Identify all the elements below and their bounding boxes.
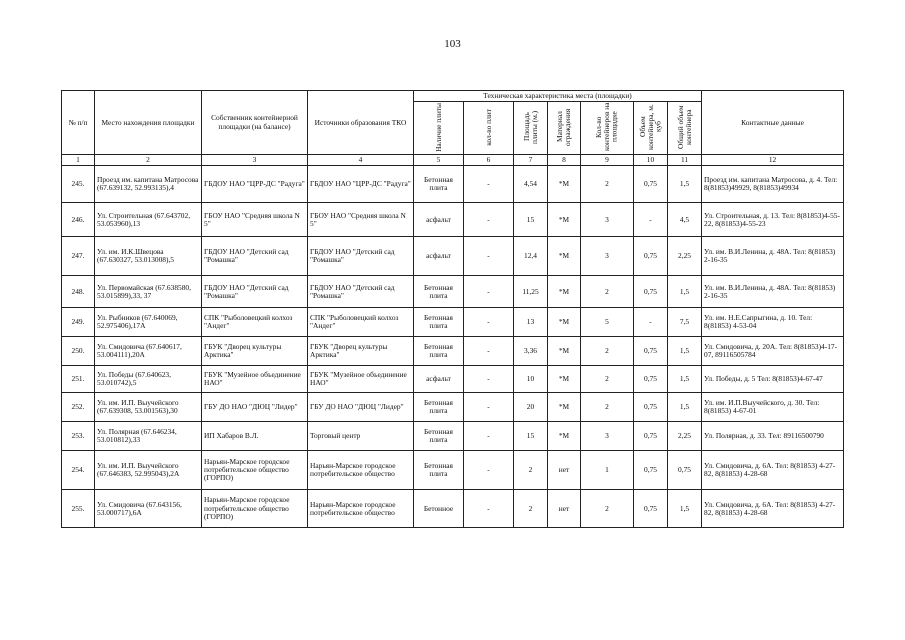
table-row	[62, 237, 844, 276]
cell-source: ГБУ ДО НАО "ДЮЦ "Лидер"	[308, 393, 414, 422]
cell-area: 3,36	[514, 337, 548, 366]
cell-fence: *М	[548, 422, 581, 451]
cell-contacts: Ул. им. В.И.Ленина, д. 48А. Тел: 8(81853) 2-16-35	[702, 276, 844, 308]
cell-owner: ГБОУ НАО "Средняя школа N 5"	[202, 203, 308, 237]
cell-plate-count: -	[464, 393, 514, 422]
cell-num: 246.	[62, 203, 95, 237]
header-num: № п/п	[62, 91, 95, 155]
cell-num: 253.	[62, 422, 95, 451]
header-owner: Собственник контейнерной площадки (на балансе)	[202, 91, 308, 155]
cell-area: 12,4	[514, 237, 548, 276]
header-place: Место нахождения площадки	[95, 91, 202, 155]
table-row	[62, 203, 844, 237]
column-index: 7	[514, 155, 548, 166]
cell-fence: *М	[548, 308, 581, 337]
cell-area: 11,25	[514, 276, 548, 308]
cell-contacts: Ул. Строительная, д. 13. Тел: 8(81853)4-55-22, 8(81853)4-55-23	[702, 203, 844, 237]
cell-total-volume: 2,25	[668, 422, 702, 451]
cell-total-volume: 0,75	[668, 451, 702, 490]
column-index: 12	[702, 155, 844, 166]
cell-place: Проезд им. капитана Матросова (67.639132, 52.993135),4	[95, 166, 202, 203]
cell-volume: -	[634, 203, 668, 237]
cell-area: 2	[514, 490, 548, 528]
cell-containers: 5	[581, 308, 634, 337]
header-containers: Кол-во контейнеров на площадке	[581, 102, 634, 155]
cell-place: Ул. им. И.К.Швецова (67.630327, 53.013008),5	[95, 237, 202, 276]
cell-plate: асфальт	[414, 237, 464, 276]
header-contacts: Контактные данные	[702, 91, 844, 155]
cell-volume: 0,75	[634, 337, 668, 366]
cell-plate-count: -	[464, 203, 514, 237]
cell-num: 249.	[62, 308, 95, 337]
cell-owner: ГБУ ДО НАО "ДЮЦ "Лидер"	[202, 393, 308, 422]
cell-volume: 0,75	[634, 451, 668, 490]
cell-fence: нет	[548, 451, 581, 490]
cell-source: ГБОУ НАО "Средняя школа N 5"	[308, 203, 414, 237]
cell-containers: 3	[581, 237, 634, 276]
column-index: 11	[668, 155, 702, 166]
cell-num: 252.	[62, 393, 95, 422]
column-index: 4	[308, 155, 414, 166]
cell-plate: Бетонная плита	[414, 166, 464, 203]
cell-area: 15	[514, 422, 548, 451]
cell-place: Ул. им. И.П. Выучейского (67.646383, 52.995043),2А	[95, 451, 202, 490]
cell-fence: нет	[548, 490, 581, 528]
cell-contacts: Ул. Смидовича, д. 20А. Тел: 8(81853)4-17-07, 89116505784	[702, 337, 844, 366]
cell-owner: ГБУК "Музейное объединение НАО"	[202, 366, 308, 393]
table-row	[62, 166, 844, 203]
cell-owner: Нарьян-Марское городское потребительское общество (ГОРПО)	[202, 490, 308, 528]
cell-area: 13	[514, 308, 548, 337]
cell-containers: 2	[581, 337, 634, 366]
cell-containers: 2	[581, 490, 634, 528]
cell-num: 254.	[62, 451, 95, 490]
cell-plate-count: -	[464, 451, 514, 490]
table-row	[62, 337, 844, 366]
table-row	[62, 366, 844, 393]
cell-total-volume: 1,5	[668, 166, 702, 203]
table-body	[62, 166, 844, 528]
cell-contacts: Ул. им. В.И.Ленина, д. 48А. Тел: 8(81853) 2-16-35	[702, 237, 844, 276]
cell-owner: Нарьян-Марское городское потребительское общество (ГОРПО)	[202, 451, 308, 490]
cell-containers: 3	[581, 203, 634, 237]
table-row	[62, 393, 844, 422]
cell-source: ГБУК "Музейное объединение НАО"	[308, 366, 414, 393]
cell-fence: *М	[548, 237, 581, 276]
cell-fence: *М	[548, 166, 581, 203]
cell-volume: -	[634, 308, 668, 337]
header-area: Площадь плиты (м.)	[514, 102, 548, 155]
cell-containers: 2	[581, 393, 634, 422]
cell-total-volume: 1,5	[668, 366, 702, 393]
table-row	[62, 308, 844, 337]
table-row	[62, 276, 844, 308]
column-index: 3	[202, 155, 308, 166]
header-fence: Материал ограждения	[548, 102, 581, 155]
cell-plate: Бетонная плита	[414, 422, 464, 451]
cell-total-volume: 1,5	[668, 276, 702, 308]
header-source: Источники образования ТКО	[308, 91, 414, 155]
header-volume: Объем контейнера, м. куб	[634, 102, 668, 155]
cell-source: ГБУК "Дворец культуры Арктика"	[308, 337, 414, 366]
cell-area: 2	[514, 451, 548, 490]
cell-volume: 0,75	[634, 490, 668, 528]
header-plate: Наличие плиты	[414, 102, 464, 155]
cell-volume: 0,75	[634, 366, 668, 393]
cell-containers: 3	[581, 422, 634, 451]
sites-table	[61, 90, 844, 528]
cell-plate: Бетонное	[414, 490, 464, 528]
cell-source: СПК "Рыболовецкий колхоз "Андег"	[308, 308, 414, 337]
cell-source: ГБДОУ НАО "ЦРР-ДС "Радуга"	[308, 166, 414, 203]
page-number: 103	[444, 38, 461, 50]
table-row	[62, 422, 844, 451]
cell-source: Нарьян-Марское городское потребительское общество	[308, 490, 414, 528]
table-row	[62, 490, 844, 528]
cell-area: 4,54	[514, 166, 548, 203]
cell-contacts: Ул. Смидовича, д. 6А. Тел: 8(81853) 4-27-82, 8(81853) 4-28-68	[702, 451, 844, 490]
column-index: 8	[548, 155, 581, 166]
cell-source: Нарьян-Марское городское потребительское общество	[308, 451, 414, 490]
cell-contacts: Ул. Полярная, д. 33. Тел: 89116500790	[702, 422, 844, 451]
cell-fence: *М	[548, 366, 581, 393]
cell-owner: ГБУК "Дворец культуры Арктика"	[202, 337, 308, 366]
cell-source: ГБДОУ НАО "Детский сад "Ромашка"	[308, 276, 414, 308]
cell-place: Ул. Полярная (67.646234, 53.010812),33	[95, 422, 202, 451]
cell-plate: асфальт	[414, 203, 464, 237]
cell-owner: ГБДОУ НАО "Детский сад "Ромашка"	[202, 237, 308, 276]
cell-plate-count: -	[464, 422, 514, 451]
cell-num: 245.	[62, 166, 95, 203]
cell-plate-count: -	[464, 366, 514, 393]
cell-owner: ИП Хабаров В.Л.	[202, 422, 308, 451]
table-row	[62, 451, 844, 490]
cell-plate-count: -	[464, 166, 514, 203]
cell-containers: 1	[581, 451, 634, 490]
cell-volume: 0,75	[634, 393, 668, 422]
cell-plate-count: -	[464, 337, 514, 366]
cell-fence: *М	[548, 337, 581, 366]
cell-area: 20	[514, 393, 548, 422]
cell-source: Торговый центр	[308, 422, 414, 451]
cell-place: Ул. Строительная (67.643702, 53.053960),13	[95, 203, 202, 237]
column-index: 6	[464, 155, 514, 166]
cell-contacts: Ул. Смидовича, д. 6А. Тел: 8(81853) 4-27-82, 8(81853) 4-28-68	[702, 490, 844, 528]
cell-place: Ул. Рыбников (67.640069, 52.975406),17А	[95, 308, 202, 337]
cell-containers: 2	[581, 276, 634, 308]
cell-fence: *М	[548, 393, 581, 422]
cell-fence: *М	[548, 203, 581, 237]
cell-num: 248.	[62, 276, 95, 308]
column-index: 2	[95, 155, 202, 166]
cell-plate-count: -	[464, 237, 514, 276]
cell-num: 251.	[62, 366, 95, 393]
cell-total-volume: 1,5	[668, 393, 702, 422]
cell-owner: ГБДОУ НАО "ЦРР-ДС "Радуга"	[202, 166, 308, 203]
cell-source: ГБДОУ НАО "Детский сад "Ромашка"	[308, 237, 414, 276]
cell-place: Ул. Первомайская (67.638580, 53.015899),33, 37	[95, 276, 202, 308]
column-index: 9	[581, 155, 634, 166]
cell-plate: Бетонная плита	[414, 276, 464, 308]
column-index-row	[62, 155, 844, 166]
cell-plate: Бетонная плита	[414, 308, 464, 337]
header-plate-count: кол-во плит	[464, 102, 514, 155]
cell-contacts: Ул. Победы, д. 5 Тел: 8(81853)4-67-47	[702, 366, 844, 393]
cell-plate: асфальт	[414, 366, 464, 393]
cell-contacts: Проезд им. капитана Матросова, д. 4. Тел: 8(81853)49929, 8(81853)49934	[702, 166, 844, 203]
cell-place: Ул. им. И.П. Выучейского (67.639308, 53.001563),30	[95, 393, 202, 422]
cell-owner: ГБДОУ НАО "Детский сад "Ромашка"	[202, 276, 308, 308]
cell-containers: 2	[581, 366, 634, 393]
cell-plate-count: -	[464, 308, 514, 337]
header-tech-group: Техническая характеристика места (площадки)	[414, 91, 702, 102]
cell-total-volume: 2,25	[668, 237, 702, 276]
cell-place: Ул. Победы (67.640623, 53.010742),5	[95, 366, 202, 393]
header-total-volume: Общий объем контейнера	[668, 102, 702, 155]
cell-total-volume: 1,5	[668, 337, 702, 366]
cell-num: 255.	[62, 490, 95, 528]
cell-total-volume: 4,5	[668, 203, 702, 237]
cell-volume: 0,75	[634, 276, 668, 308]
cell-area: 10	[514, 366, 548, 393]
cell-contacts: Ул. им. И.П.Выучейского, д. 30. Тел: 8(81853) 4-67-01	[702, 393, 844, 422]
cell-num: 247.	[62, 237, 95, 276]
column-index: 10	[634, 155, 668, 166]
cell-volume: 0,75	[634, 166, 668, 203]
cell-volume: 0,75	[634, 422, 668, 451]
cell-place: Ул. Смидовича (67.640617, 53.004111),20А	[95, 337, 202, 366]
cell-place: Ул. Смидовича (67.643156, 53.000717),6А	[95, 490, 202, 528]
cell-total-volume: 1,5	[668, 490, 702, 528]
cell-plate-count: -	[464, 490, 514, 528]
cell-owner: СПК "Рыболовецкий колхоз "Андег"	[202, 308, 308, 337]
cell-area: 15	[514, 203, 548, 237]
cell-total-volume: 7,5	[668, 308, 702, 337]
cell-fence: *М	[548, 276, 581, 308]
cell-plate: Бетонная плита	[414, 451, 464, 490]
cell-num: 250.	[62, 337, 95, 366]
cell-plate: Бетонная плита	[414, 393, 464, 422]
cell-plate: Бетонная плита	[414, 337, 464, 366]
column-index: 1	[62, 155, 95, 166]
column-index: 5	[414, 155, 464, 166]
cell-contacts: Ул. им. Н.Е.Сапрыгина, д. 10. Тел: 8(81853) 4-53-04	[702, 308, 844, 337]
cell-plate-count: -	[464, 276, 514, 308]
cell-volume: 0,75	[634, 237, 668, 276]
cell-containers: 2	[581, 166, 634, 203]
